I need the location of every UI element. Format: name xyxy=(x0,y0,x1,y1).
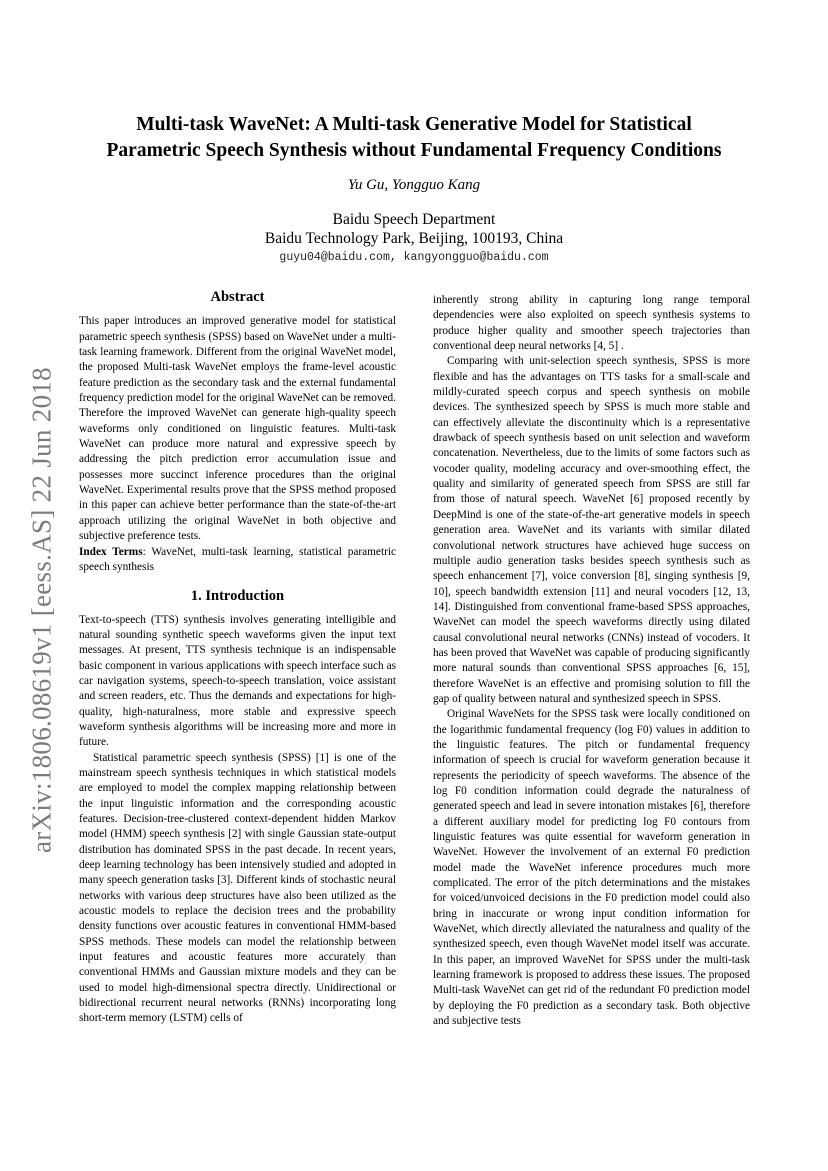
authors: Yu Gu, Yongguo Kang xyxy=(347,177,481,193)
affiliation xyxy=(90,210,738,248)
arxiv-identifier: arXiv:1806.08619v1 [eess.AS] 22 Jun 2018 xyxy=(26,367,57,853)
index-terms-label: Index Terms xyxy=(79,545,143,558)
index-terms-text: : WaveNet, multi-task learning, statistical parametric speech synthesis xyxy=(79,545,396,573)
title-line-1: Multi-task WaveNet: A Multi-task Generative Model for Statistical xyxy=(136,114,692,135)
right-column xyxy=(433,293,750,1030)
intro-paragraph-3: inherently strong ability in capturing long range temporal dependencies were also exploited on speech synthesis systems to produce higher quality and smoother speech trajectories than conventional deep neural networks [4, 5] . xyxy=(433,294,750,353)
intro-paragraph-2: Statistical parametric speech synthesis (SPSS) [1] is one of the mainstream speech synthesis techniques in which statistical models are employed to model the complex mapping relationship between the input linguistic information and the corresponding acoustic features. Decision-tree-clustered context-dependent hidden Markov model (HMM) speech synthesis [2] with single Gaussian state-output distribution has dominated SPSS in the past decade. In recent years, deep learning technology has been intensively studied and adopted in many speech generation tasks [3]. Different kinds of stochastic neural networks with various deep structures have also been utilized as the acoustic models to replace the decision trees and the probability density functions over acoustic features in conventional HMM-based SPSS methods. These models can model the relationship between input features and acoustic features more accurately than conventional HMMs and Gaussian mixture models and they can be used to model high-dimensional spectra directly. Unidirectional or bidirectional recurrent neural networks (RNNs) incorporating long short-term memory (LSTM) cells of xyxy=(79,751,396,1025)
title-line-2: Parametric Speech Synthesis without Fundamental Frequency Conditions xyxy=(106,140,722,161)
intro-paragraph-4: Comparing with unit-selection speech synthesis, SPSS is more flexible and has the advantages on TTS tasks for a small-scale and mildly-curated speech corpus and speech synthesis on mobile devices. The synthesized speech by SPSS is much more stable and can effectively alleviate the discontinuity which is a representative drawback of speech synthesis based on unit selection and waveform concatenation. Nevertheless, due to the limits of some factors such as vocoder quality, modeling accuracy and over-smoothing effect, the quality and similarity of generated speech from SPSS are still far from those of natural speech. WaveNet [6] proposed recently by DeepMind is one of the state-of-the-art generative models in speech generation area. WaveNet and its variants with similar dilated convolutional network structures have achieved huge success on multiple audio generation tasks besides speech synthesis such as speech enhancement [7], voice conversion [8], singing synthesis [9, 10], speech bandwidth extension [11] and neural vocoders [12, 13, 14]. Distinguished from conventional frame-based SPSS approaches, WaveNet can model the speech waveforms directly using dilated causal convolutional neural networks (CNNs) instead of vocoders. It has been proved that WaveNet was capable of producing significantly more natural sounds than conventional SPSS approaches [6, 15], therefore WaveNet is an effective and promising solution to fill the gap of quality between natural and synthesized speech in SPSS. xyxy=(433,355,750,705)
abstract-text: This paper introduces an improved generative model for statistical parametric speech synthesis (SPSS) based on WaveNet under a multi-task learning framework. Different from the original WaveNet model, the proposed Multi-task WaveNet employs the frame-level acoustic feature prediction as the secondary task and the external fundamental frequency prediction model for the original WaveNet can be removed. Therefore the improved WaveNet can generate high-quality speech waveforms only conditioned on linguistic features. Multi-task WaveNet can produce more natural and expressive speech by addressing the pitch prediction error accumulation issue and possesses more succinct inference procedures than the original WaveNet. Experimental results prove that the SPSS method proposed in this paper can achieve better performance than the state-of-the-art approach utilizing the original WaveNet in both objective and subjective preference tests. xyxy=(79,315,396,543)
left-column xyxy=(79,290,396,1027)
intro-paragraph-1: Text-to-speech (TTS) synthesis involves generating intelligible and natural sounding synthetic speech waveforms given the input text messages. At present, TTS synthesis technique is an indispensable basic component in various applications with speech interface such as car navigation systems, speech-to-speech translation, voice assistant and screen readers, etc. Thus the demands and expectations for high-quality, high-naturalness, more stable and expressive speech waveform synthesis algorithms will be increasing more and more in future. xyxy=(79,613,396,749)
intro-paragraph-5: Original WaveNets for the SPSS task were locally conditioned on the logarithmic fundamental frequency (log F0) values in addition to the linguistic features. The pitch or fundamental frequency information of speech is crucial for waveform generation because it represents the periodicity of speech waveforms. The absence of the log F0 condition information could degrade the naturalness of generated speech and lead in severe intonation mistakes [6], therefore a different auxiliary model for predicting log F0 contours from linguistic features was quite essential for waveform generation in WaveNet. However the involvement of an external F0 prediction model made the WaveNet inference procedures much more complicated. The error of the pitch determinations and the mistakes for voiced/unvoiced decisions in the F0 prediction model could also bring in inaccurate or wrong input condition information for WaveNet, which directly alleviated the naturalness and quality of the synthesized speech, even though WaveNet model itself was accurate. In this paper, an improved WaveNet for SPSS under the multi-task learning framework is proposed to address these issues. The proposed Multi-task WaveNet can get rid of the redundant F0 prediction model by deploying the F0 prediction as a secondary task. Both objective and subjective tests xyxy=(433,708,750,1028)
affiliation-line-2: Baidu Technology Park, Beijing, 100193, China xyxy=(264,230,564,247)
abstract-heading: Abstract xyxy=(210,289,265,305)
paper-title xyxy=(90,112,738,164)
section-heading-introduction: 1. Introduction xyxy=(190,588,285,605)
index-terms xyxy=(79,545,396,576)
arxiv-sidebar xyxy=(28,355,56,865)
affiliation-line-1: Baidu Speech Department xyxy=(332,211,496,228)
author-emails: guyu04@baidu.com, kangyongguo@baidu.com xyxy=(279,251,549,264)
